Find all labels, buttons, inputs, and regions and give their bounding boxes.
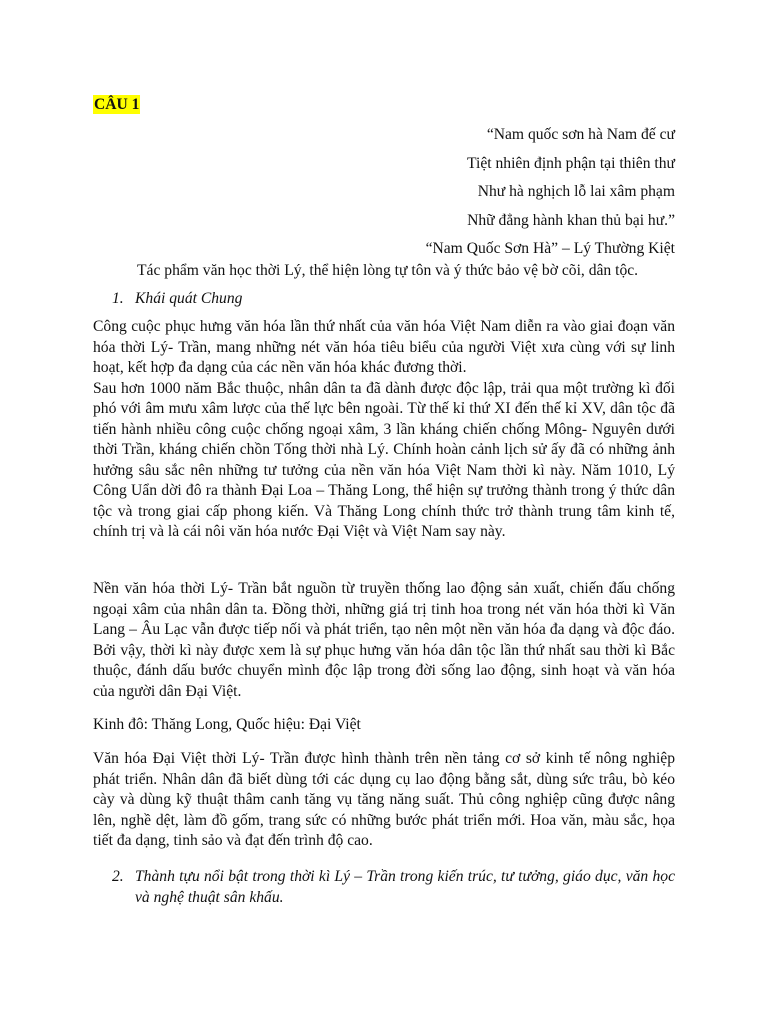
poem-line: Như hà nghịch lỗ lai xâm phạm [477, 183, 675, 200]
question-heading: CÂU 1 [94, 96, 140, 113]
section-1-heading [112, 289, 242, 309]
section-2-number: 2. [112, 868, 124, 885]
section-2-title: Thành tựu nổi bật trong thời kì Lý – Trần trong kiến trúc, tư tưởng, giáo dục, văn học và nghệ thuật sân khấu. [135, 868, 675, 906]
poem-line: “Nam quốc sơn hà Nam đế cư [486, 126, 675, 143]
paragraph-5: Văn hóa Đại Việt thời Lý- Trần được hình thành trên nền tảng cơ sở kinh tế nông nghiệp phát triển. Nhân dân đã biết dùng tới các dụng cụ lao động bằng sắt, dùng sức trâu, bò kéo cày và dùng kỹ thuật thâm canh tăng vụ tăng năng suất. Thủ công nghiệp cũng được nâng lên, nghề dệt, làm đồ gốm, trang sức có những bước phát triển mới. Hoa văn, màu sắc, họa tiết đa dạng, tinh sảo và đạt đến trình độ cao. [93, 750, 675, 849]
poem-line: Tiệt nhiên định phận tại thiên thư [467, 154, 675, 172]
poem-attribution: “Nam Quốc Sơn Hà” – Lý Thường Kiệt [425, 240, 675, 257]
section-2-heading [112, 866, 675, 908]
paragraph-2: Sau hơn 1000 năm Bắc thuộc, nhân dân ta đã dành được độc lập, trải qua một trường kì đối phó với âm mưu xâm lược của thế lực bên ngoài. Từ thế kỉ thứ XI đến thế kỉ XV, dân tộc đã tiến hành nhiều công cuộc chống ngoại xâm, 3 lần kháng chiến chống Mông- Nguyên dưới thời Trần, kháng chiến chồn Tống thời nhà Lý. Chính hoàn cảnh lịch sử ấy đã có những ảnh hưởng sâu sắc nên những tư tưởng của nền văn hóa Việt Nam thời kì này. Năm 1010, Lý Công Uẩn dời đô ra thành Đại Loa – Thăng Long, thể hiện sự trưởng thành trong ý thức dân tộc và trong giai cấp phong kiến. Và Thăng Long chính thức trở thành trung tâm kinh tế, chính trị và là cái nôi văn hóa nước Đại Việt và Việt Nam say này. [93, 379, 675, 540]
section-1-number: 1. [112, 290, 124, 307]
paragraph-3: Nền văn hóa thời Lý- Trần bắt nguồn từ truyền thống lao động sản xuất, chiến đấu chống ngoại xâm của nhân dân ta. Đồng thời, những giá trị tinh hoa trong nét văn hóa thời kì Văn Lang – Âu Lạc vẫn được tiếp nối và phát triển, tạo nên một nền văn hóa đa dạng và độc đáo. Bởi vậy, thời kì này được xem là sự phục hưng văn hóa dân tộc lần thứ nhất sau thời kì Bắc thuộc, đánh dấu bước chuyển mình độc lập trong đời sống lao động, sinh hoạt và văn hóa của người dân Đại Việt. [93, 580, 675, 700]
paragraph-group-1 [93, 317, 675, 543]
section-1-title: Khái quát Chung [135, 290, 243, 307]
poem-line: Nhữ đẳng hành khan thủ bại hư.” [467, 211, 675, 229]
poem-block [426, 121, 675, 264]
paragraph-4: Kinh đô: Thăng Long, Quốc hiệu: Đại Việt [93, 716, 361, 733]
intro-line: Tác phẩm văn học thời Lý, thể hiện lòng tự tôn và ý thức bảo vệ bờ cõi, dân tộc. [137, 262, 639, 279]
paragraph-1: Công cuộc phục hưng văn hóa lần thứ nhất của văn hóa Việt Nam diễn ra vào giai đoạn văn hóa thời Lý- Trần, mang những nét văn hóa tiêu biểu của người Việt xưa cùng với sự linh hoạt, kết hợp đa dạng của các nền văn hóa khác đương thời. [93, 318, 675, 376]
